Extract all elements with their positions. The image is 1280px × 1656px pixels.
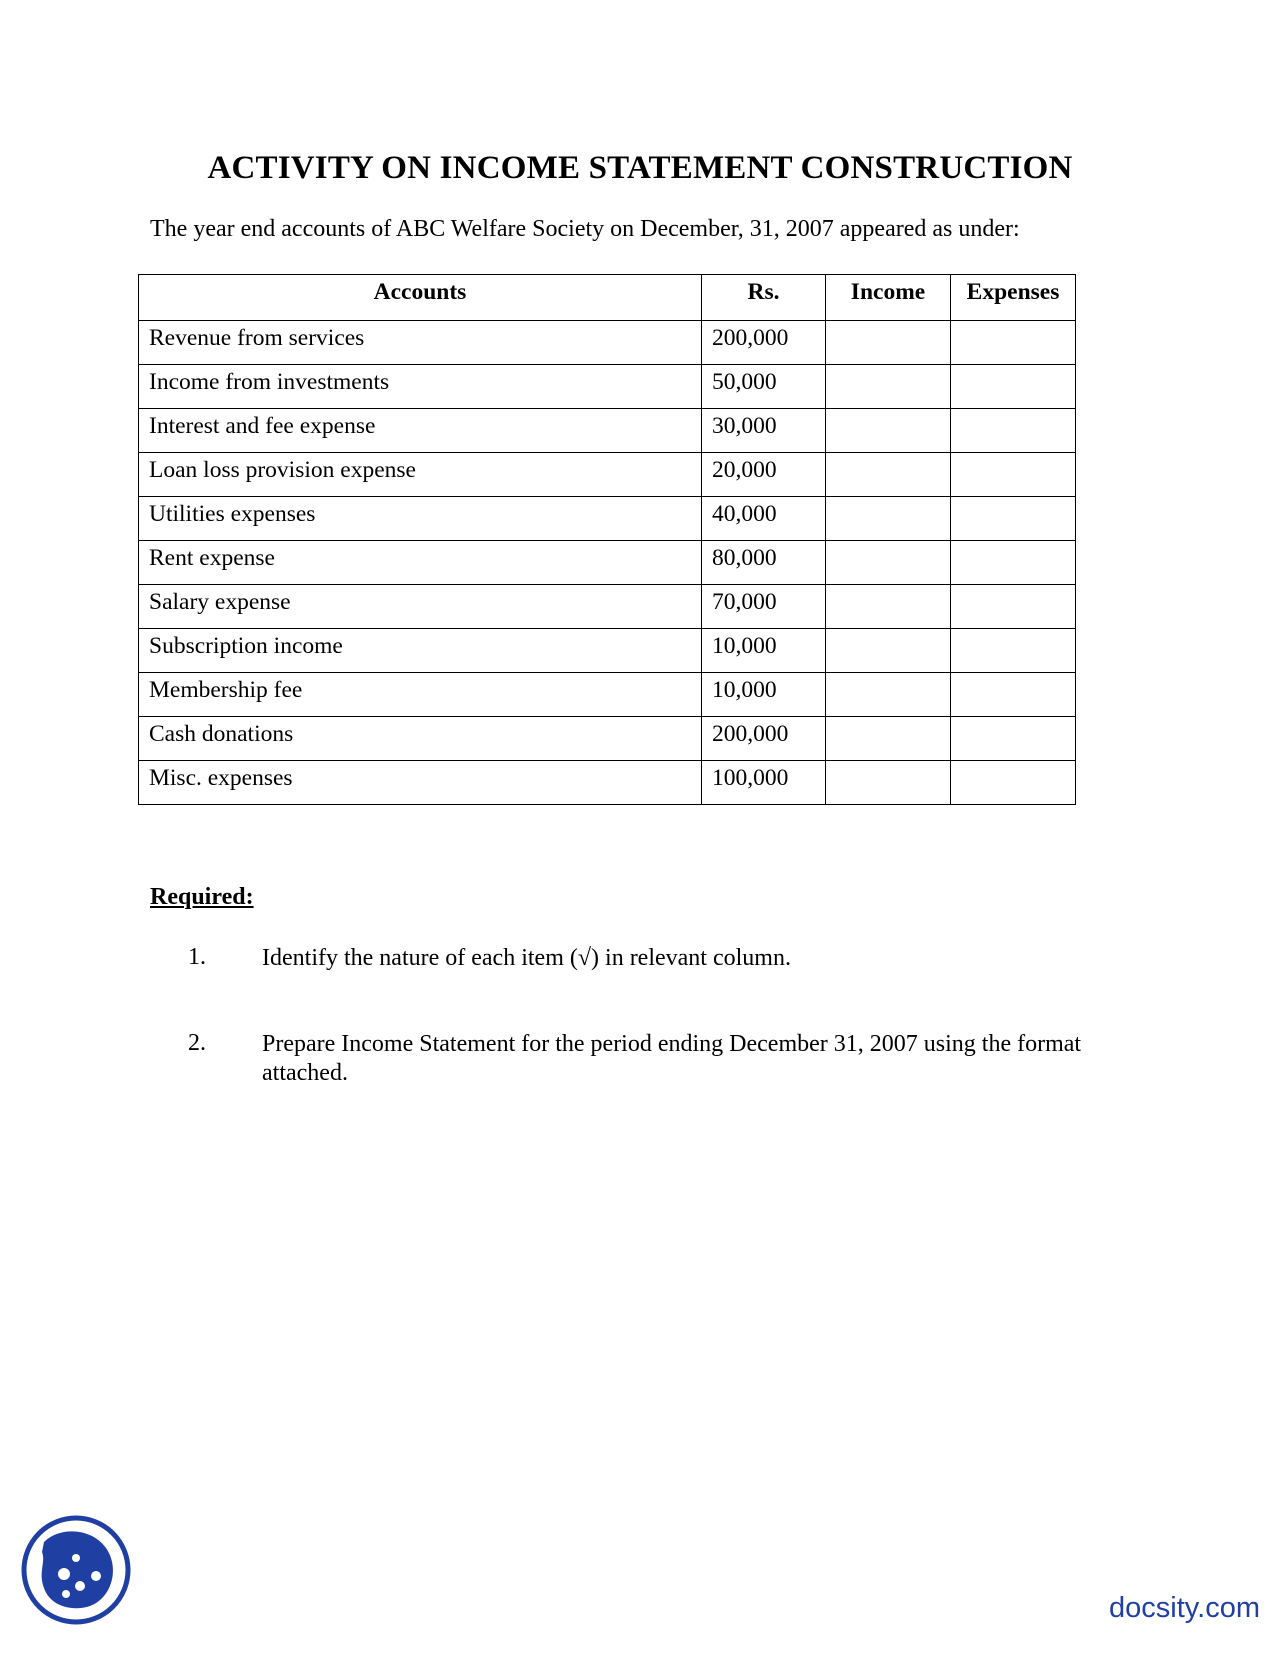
income-cell xyxy=(826,629,951,673)
required-item-text: Identify the nature of each item (√) in relevant column. xyxy=(262,945,791,971)
account-cell: Subscription income xyxy=(139,629,702,673)
account-cell: Income from investments xyxy=(139,365,702,409)
table-row xyxy=(139,453,1076,497)
table-row xyxy=(139,761,1076,805)
amount-cell: 200,000 xyxy=(702,717,826,761)
header-accounts: Accounts xyxy=(139,275,702,321)
header-expenses: Expenses xyxy=(951,275,1076,321)
account-cell: Salary expense xyxy=(139,585,702,629)
income-cell xyxy=(826,453,951,497)
amount-cell: 10,000 xyxy=(702,673,826,717)
account-cell: Utilities expenses xyxy=(139,497,702,541)
amount-cell: 200,000 xyxy=(702,321,826,365)
account-cell: Rent expense xyxy=(139,541,702,585)
docsity-brand-link[interactable]: docsity.com xyxy=(1109,1592,1260,1624)
income-cell xyxy=(826,761,951,805)
amount-cell: 20,000 xyxy=(702,453,826,497)
account-cell: Revenue from services xyxy=(139,321,702,365)
expenses-cell xyxy=(951,629,1076,673)
table-row xyxy=(139,629,1076,673)
account-cell: Loan loss provision expense xyxy=(139,453,702,497)
table-row xyxy=(139,409,1076,453)
required-item-number: 1. xyxy=(188,944,206,970)
income-cell xyxy=(826,585,951,629)
table-row xyxy=(139,541,1076,585)
income-cell xyxy=(826,409,951,453)
expenses-cell xyxy=(951,673,1076,717)
table-row xyxy=(139,717,1076,761)
income-cell xyxy=(826,673,951,717)
document-title: ACTIVITY ON INCOME STATEMENT CONSTRUCTION xyxy=(207,150,1073,186)
income-cell xyxy=(826,497,951,541)
expenses-cell xyxy=(951,761,1076,805)
table-row xyxy=(139,585,1076,629)
amount-cell: 70,000 xyxy=(702,585,826,629)
amount-cell: 50,000 xyxy=(702,365,826,409)
amount-cell: 40,000 xyxy=(702,497,826,541)
required-item-text: Prepare Income Statement for the period ending December 31, 2007 using the format attached. xyxy=(262,1031,1082,1086)
intro-paragraph: The year end accounts of ABC Welfare Society on December, 31, 2007 appeared as under: xyxy=(150,216,1020,242)
expenses-cell xyxy=(951,321,1076,365)
account-cell: Interest and fee expense xyxy=(139,409,702,453)
expenses-cell xyxy=(951,585,1076,629)
expenses-cell xyxy=(951,409,1076,453)
table-row xyxy=(139,673,1076,717)
docsity-logo-icon xyxy=(20,1514,132,1626)
amount-cell: 30,000 xyxy=(702,409,826,453)
income-cell xyxy=(826,365,951,409)
income-cell xyxy=(826,321,951,365)
income-cell xyxy=(826,541,951,585)
table-row xyxy=(139,365,1076,409)
expenses-cell xyxy=(951,453,1076,497)
table-row xyxy=(139,321,1076,365)
income-cell xyxy=(826,717,951,761)
table-header-row xyxy=(139,275,1076,321)
table-row xyxy=(139,497,1076,541)
expenses-cell xyxy=(951,365,1076,409)
accounts-table xyxy=(138,274,1076,805)
expenses-cell xyxy=(951,497,1076,541)
header-income: Income xyxy=(826,275,951,321)
expenses-cell xyxy=(951,541,1076,585)
amount-cell: 10,000 xyxy=(702,629,826,673)
expenses-cell xyxy=(951,717,1076,761)
required-item-number: 2. xyxy=(188,1030,206,1056)
header-rs: Rs. xyxy=(702,275,826,321)
account-cell: Cash donations xyxy=(139,717,702,761)
required-heading: Required: xyxy=(150,884,254,910)
account-cell: Membership fee xyxy=(139,673,702,717)
amount-cell: 100,000 xyxy=(702,761,826,805)
amount-cell: 80,000 xyxy=(702,541,826,585)
account-cell: Misc. expenses xyxy=(139,761,702,805)
